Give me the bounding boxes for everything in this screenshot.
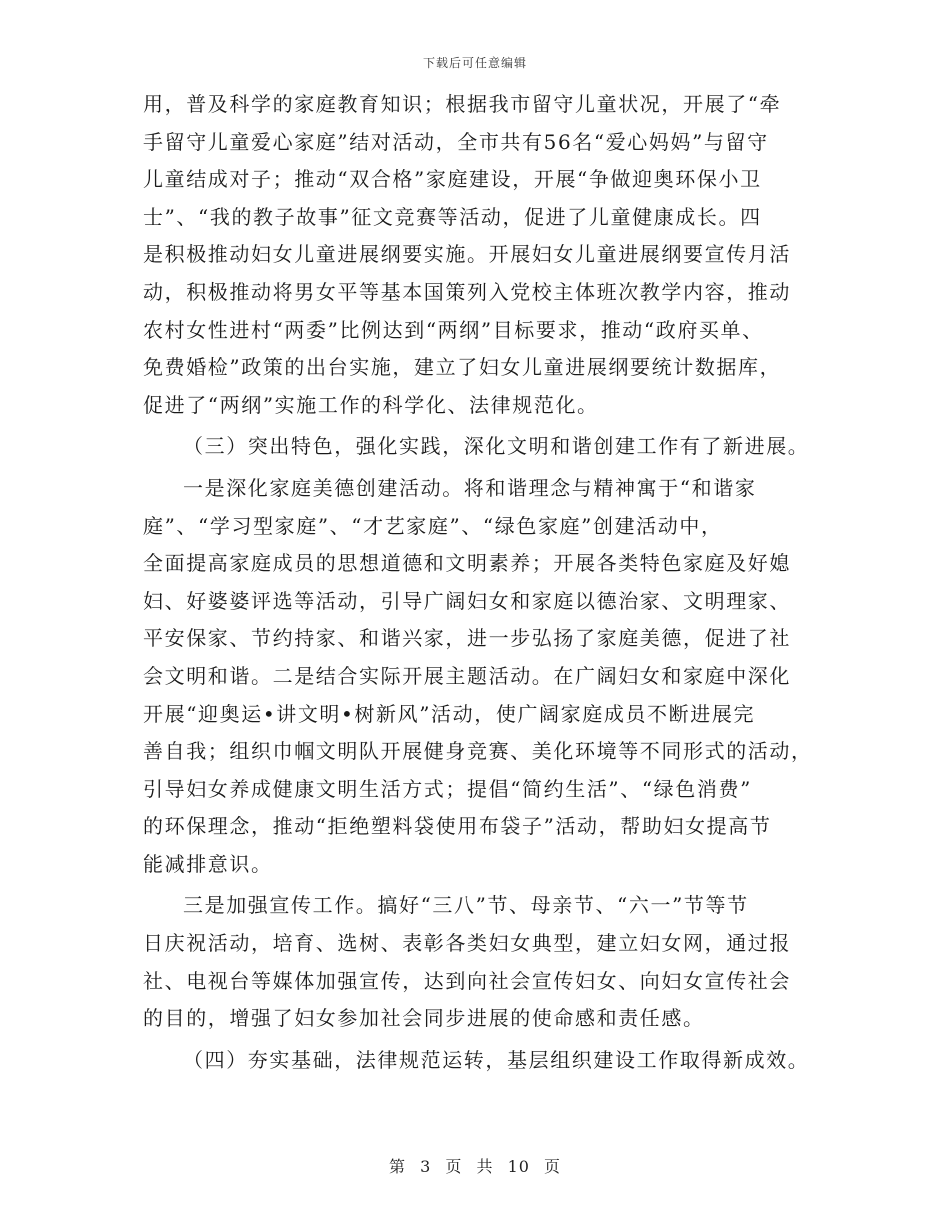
text-line: 善自我；组织巾帼文明队开展健身竞赛、美化环境等不同形式的活动， — [143, 739, 813, 764]
text-line: 一是深化家庭美德创建活动。将和谐理念与精神寓于“和谐家 — [183, 475, 757, 500]
text-line: 是积极推动妇女儿童进展纲要实施。开展妇女儿童进展纲要宣传月活 — [143, 242, 791, 267]
text-line: 社、电视台等媒体加强宣传，达到向社会宣传妇女、向妇女宣传社会 — [143, 968, 791, 993]
text-line: 能减排意识。 — [143, 851, 273, 876]
page-footer — [0, 1154, 950, 1177]
text-line: 用，普及科学的家庭教育知识；根据我市留守儿童状况，开展了“牵 — [143, 92, 782, 116]
footer-total-suffix: 页 — [544, 1157, 562, 1176]
footer-page-number: 3 — [420, 1157, 432, 1176]
text-line: 全面提高家庭成员的思想道德和文明素养；开展各类特色家庭及好媳 — [143, 551, 791, 576]
footer-prefix: 第 — [388, 1157, 406, 1176]
text-line: 手留守儿童爱心家庭”结对活动，全市共有56名“爱心妈妈”与留守 — [143, 129, 769, 154]
text-line: （四）夯实基础，法律规范运转，基层组织建设工作取得新成效。 — [183, 1047, 810, 1072]
text-line: 免费婚检”政策的出台实施，建立了妇女儿童进展纲要统计数据库， — [143, 355, 782, 380]
text-line: 士”、“我的教子故事”征文竞赛等活动，促进了儿童健康成长。四 — [143, 204, 762, 229]
text-line: 妇、好婆婆评选等活动，引导广阔妇女和家庭以德治家、文明理家、 — [143, 588, 791, 613]
page-header: 下载后可任意编辑 — [422, 56, 527, 70]
text-line: 促进了“两纲”实施工作的科学化、法律规范化。 — [143, 392, 599, 417]
text-line: 会文明和谐。二是结合实际开展主题活动。在广阔妇女和家庭中深化 — [143, 663, 791, 688]
body-text — [143, 86, 823, 1079]
text-line: 儿童结成对子；推动“双合格”家庭建设，开展“争做迎奥环保小卫 — [143, 167, 762, 192]
text-line: 日庆祝活动，培育、选树、表彰各类妇女典型，建立妇女网，通过报 — [143, 931, 791, 956]
text-line: 的目的，增强了妇女参加社会同步进展的使命感和责任感。 — [143, 1006, 705, 1031]
footer-total-pages: 10 — [507, 1157, 530, 1176]
footer-total-prefix: 共 — [476, 1157, 494, 1176]
text-line: 农村女性进村“两委”比例达到“两纲”目标要求，推动“政府买单、 — [143, 317, 764, 342]
text-line: 三是加强宣传工作。搞好“三八”节、母亲节、“六一”节等节 — [183, 893, 749, 918]
text-line: 引导妇女养成健康文明生活方式；提倡“简约生活”、“绿色消费” — [143, 776, 752, 801]
text-line: 动，积极推动将男女平等基本国策列入党校主体班次教学内容，推动 — [143, 279, 791, 304]
text-line: 开展“迎奥运•讲文明•树新风”活动，使广阔家庭成员不断进展完 — [143, 701, 756, 726]
text-line: 的环保理念，推动“拒绝塑料袋使用布袋子”活动，帮助妇女提高节 — [143, 814, 772, 839]
text-line: 平安保家、节约持家、和谐兴家，进一步弘扬了家庭美德，促进了社 — [143, 626, 791, 651]
text-line: 庭”、“学习型家庭”、“才艺家庭”、“绿色家庭”创建活动中， — [143, 513, 723, 538]
footer-page-label: 页 — [445, 1157, 463, 1176]
text-line: （三）突出特色，强化实践，深化文明和谐创建工作有了新进展。 — [183, 434, 810, 459]
